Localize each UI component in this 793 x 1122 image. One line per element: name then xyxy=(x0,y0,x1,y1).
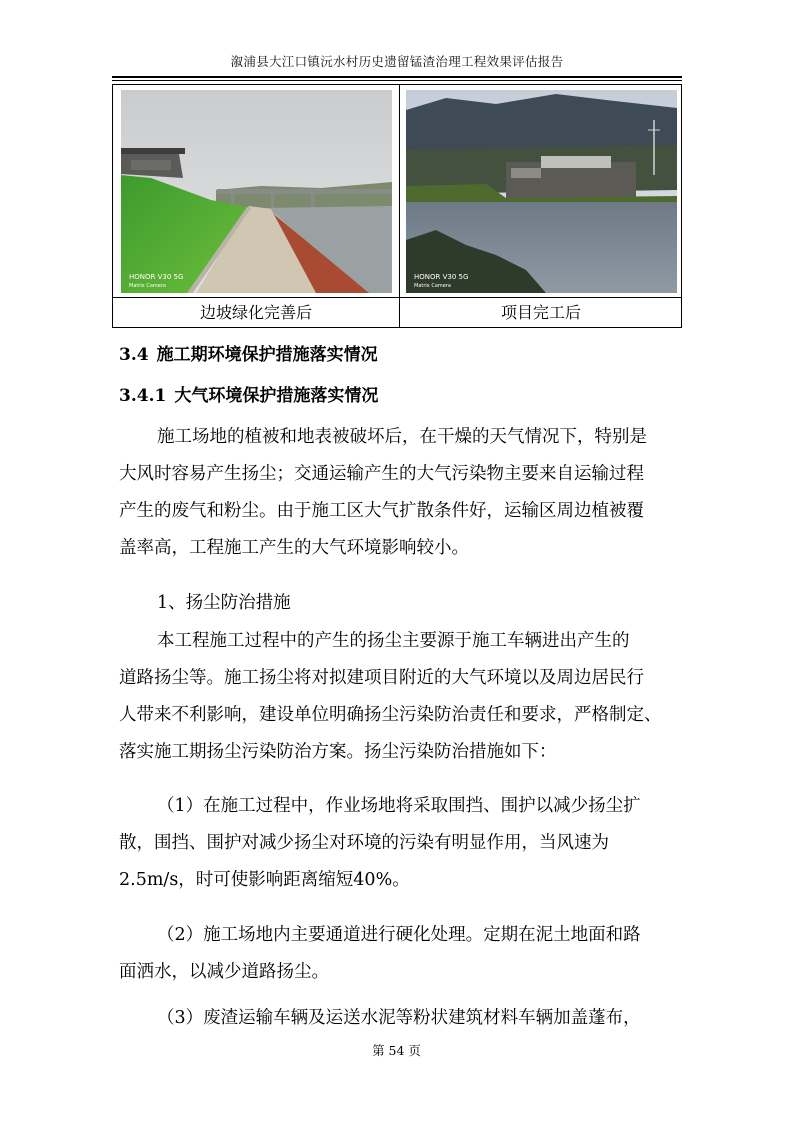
text-line: 盖率高，工程施工产生的大气环境影响较小。 xyxy=(119,538,469,558)
photo-slope-greening xyxy=(121,90,392,293)
camera-watermark-left: HONOR V30 5G xyxy=(129,273,184,281)
photo-project-completed xyxy=(406,90,677,293)
subsection-heading xyxy=(119,381,378,406)
text-line: 散，围挡、围护对减少扬尘对环境的污染有明显作用，当风速为 xyxy=(119,833,609,853)
header-rule-thin xyxy=(112,80,682,81)
paragraph-dust-heading xyxy=(119,585,679,622)
text-line: 施工场地的植被和地表被破坏后，在干燥的天气情况下，特别是 xyxy=(157,427,647,447)
camera-watermark-right: HONOR V30 5G xyxy=(414,273,469,281)
section-title: 施工期环境保护措施落实情况 xyxy=(156,345,378,365)
page-number: 第 54 页 xyxy=(372,1043,421,1058)
text-line: （3）废渣运输车辆及运送水泥等粉状建筑材料车辆加盖蓬布， xyxy=(157,1008,641,1028)
paragraph-measure-1 xyxy=(119,788,679,899)
running-header: 溆浦县大江口镇沅水村历史遗留锰渣治理工程效果评估报告 xyxy=(230,54,564,69)
subsection-title: 大气环境保护措施落实情况 xyxy=(174,386,379,406)
text-line: （2）施工场地内主要通道进行硬化处理。定期在泥土地面和路 xyxy=(157,925,641,945)
text-line: （1）在施工过程中，作业场地将采取围挡、围护以减少扬尘扩 xyxy=(157,796,641,816)
header-rule-thick xyxy=(112,76,682,78)
text-line: 1、扬尘防治措施 xyxy=(157,593,291,613)
section-heading xyxy=(119,340,378,365)
text-line: 落实施工期扬尘污染防治方案。扬尘污染防治措施如下： xyxy=(119,742,557,762)
paragraph-intro xyxy=(119,419,679,567)
paragraph-dust-source xyxy=(119,623,679,771)
section-number: 3.4 xyxy=(119,345,149,365)
paragraph-measure-2 xyxy=(119,917,679,991)
text-line: 本工程施工过程中的产生的扬尘主要源于施工车辆进出产生的 xyxy=(157,631,630,651)
svg-text:Matrix Camera: Matrix Camera xyxy=(414,283,451,289)
photo-caption-right: 项目完工后 xyxy=(500,303,581,322)
svg-text:Matrix Camera: Matrix Camera xyxy=(129,283,166,289)
photo-table xyxy=(112,84,682,328)
text-line: 人带来不利影响，建设单位明确扬尘污染防治责任和要求，严格制定、 xyxy=(119,705,662,725)
table-divider-vertical xyxy=(399,85,400,327)
text-line: 道路扬尘等。施工扬尘将对拟建项目附近的大气环境以及周边居民行 xyxy=(119,668,644,688)
subsection-number: 3.4.1 xyxy=(119,386,167,406)
paragraph-measure-3 xyxy=(119,1000,679,1037)
photo-caption-left: 边坡绿化完善后 xyxy=(199,303,312,322)
text-line: 2.5m/s，时可使影响距离缩短40%。 xyxy=(119,870,410,890)
text-line: 产生的废气和粉尘。由于施工区大气扩散条件好，运输区周边植被覆 xyxy=(119,501,644,521)
text-line: 面洒水，以减少道路扬尘。 xyxy=(119,962,329,982)
text-line: 大风时容易产生扬尘；交通运输产生的大气污染物主要来自运输过程 xyxy=(119,464,644,484)
